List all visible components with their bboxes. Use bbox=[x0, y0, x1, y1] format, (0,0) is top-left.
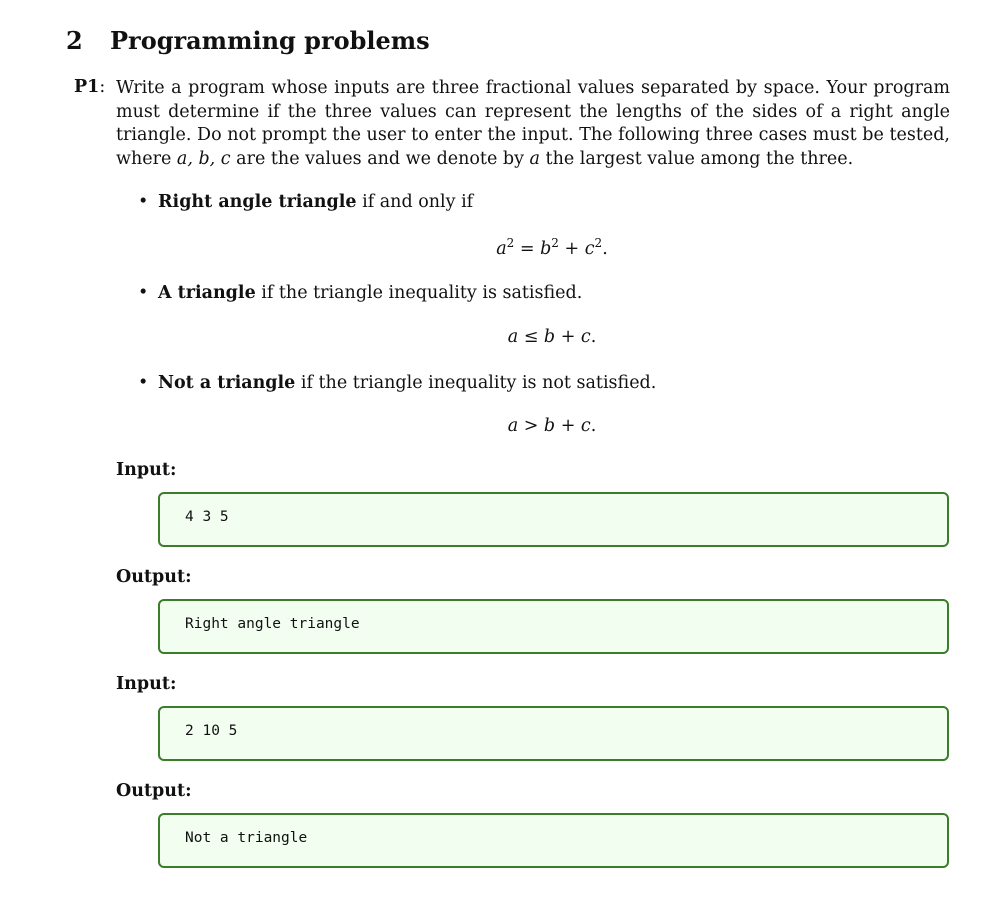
output-code-box bbox=[158, 599, 949, 654]
inequality-not-triangle: a > b + c. bbox=[507, 416, 597, 436]
bullet-dot: • bbox=[138, 283, 149, 303]
input-code: 4 3 5 bbox=[185, 509, 229, 525]
case-text: if the triangle inequality is not satisfied. bbox=[295, 373, 657, 393]
input-label: Input: bbox=[116, 674, 177, 694]
case-right-angle bbox=[138, 192, 473, 212]
inequality-triangle: a ≤ b + c. bbox=[507, 327, 597, 347]
case-text: if and only if bbox=[356, 192, 474, 212]
input-code: 2 10 5 bbox=[185, 723, 238, 739]
output-code: Not a triangle bbox=[185, 830, 308, 846]
output-label: Output: bbox=[116, 567, 192, 587]
bullet-dot: • bbox=[138, 192, 149, 212]
bullet-dot: • bbox=[138, 373, 149, 393]
case-label: Not a triangle bbox=[158, 373, 296, 393]
case-triangle bbox=[138, 283, 582, 303]
problem-statement: Write a program whose inputs are three fractional values separated by space. Your program must determine if the three values can represent the lengths of the sides of a right angle triangle. Do not prompt the user to enter the input. The following three cases must be tested, where a, b, c are the values and we denote by a the largest value among the three. bbox=[116, 78, 950, 170]
input-code-box bbox=[158, 706, 949, 761]
variables-abc: a, b, c bbox=[176, 149, 231, 170]
output-label: Output: bbox=[116, 781, 192, 801]
problem-label: P1: bbox=[74, 77, 106, 97]
section-title bbox=[66, 26, 430, 55]
input-code-box bbox=[158, 492, 949, 547]
case-label: Right angle triangle bbox=[158, 192, 357, 212]
case-text: if the triangle inequality is satisfied. bbox=[255, 283, 583, 303]
section-title-text: Programming problems bbox=[110, 26, 430, 55]
case-not-triangle bbox=[138, 373, 656, 393]
case-label: A triangle bbox=[158, 283, 256, 303]
output-code-box bbox=[158, 813, 949, 868]
output-code: Right angle triangle bbox=[185, 616, 360, 632]
variable-a: a bbox=[529, 149, 540, 170]
section-number: 2 bbox=[66, 26, 83, 55]
equation-pythagoras: $a^2 = b^2 + c^2$. bbox=[496, 236, 608, 259]
input-label: Input: bbox=[116, 460, 177, 480]
